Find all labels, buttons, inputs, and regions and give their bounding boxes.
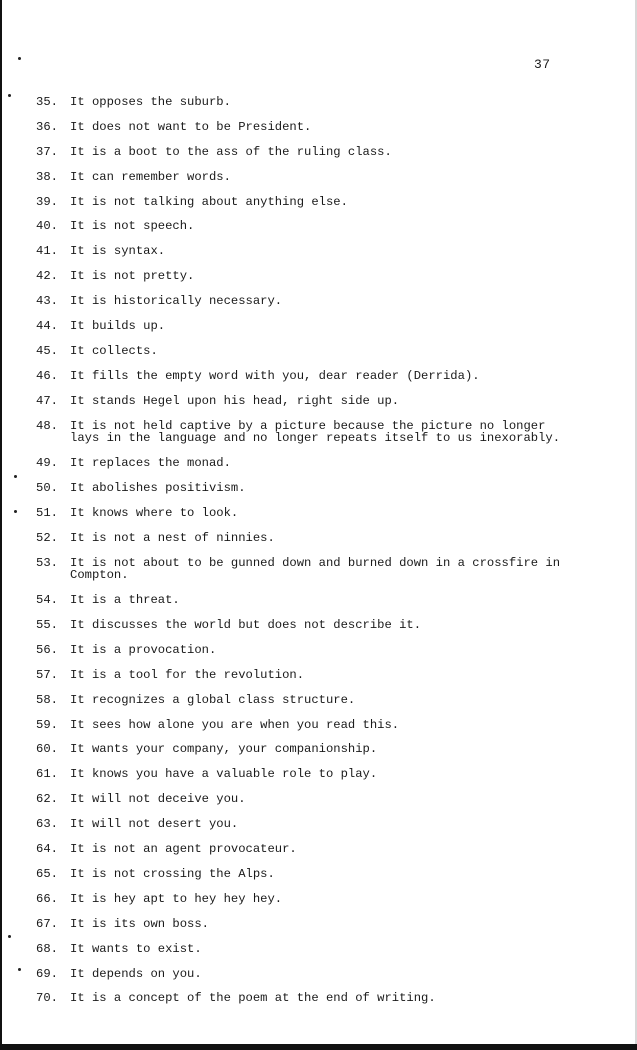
item-text: It discusses the world but does not describe it.	[70, 618, 422, 633]
item-number: 69.	[36, 966, 58, 981]
item-number: 48.	[36, 418, 58, 433]
scan-speck	[18, 968, 21, 971]
item-text: It recognizes a global class structure.	[70, 692, 356, 707]
item-number: 50.	[36, 480, 58, 495]
item-text: It knows you have a valuable role to play.	[70, 767, 378, 782]
item-number: 62.	[36, 792, 58, 807]
item-text: It is not an agent provocateur.	[70, 842, 297, 857]
item-text: It builds up.	[70, 319, 166, 334]
scan-speck	[8, 94, 11, 97]
item-text: It is not about to be gunned down and burned down in a crossfire in Compton.	[70, 555, 561, 583]
list-item	[36, 768, 596, 793]
item-number: 45.	[36, 343, 58, 358]
item-text: It opposes the suburb.	[70, 95, 231, 109]
scan-speck	[18, 57, 21, 60]
list-item	[36, 96, 596, 121]
list-item	[36, 320, 596, 345]
item-text: It is a threat.	[70, 593, 180, 608]
item-number: 54.	[36, 593, 58, 608]
item-number: 35.	[36, 95, 58, 109]
list-item	[36, 968, 596, 993]
list-item	[36, 270, 596, 295]
item-number: 47.	[36, 393, 58, 408]
list-item	[36, 507, 596, 532]
item-text: It is not held captive by a picture because the picture no longer lays in the language and no longer repeats itself to us inexorably.	[70, 418, 561, 446]
item-text: It fills the empty word with you, dear reader (Derrida).	[70, 368, 480, 383]
list-item	[36, 793, 596, 818]
item-number: 60.	[36, 742, 58, 757]
item-number: 53.	[36, 555, 58, 570]
list-item	[36, 220, 596, 245]
list-item	[36, 532, 596, 557]
item-number: 64.	[36, 842, 58, 857]
item-number: 59.	[36, 717, 58, 732]
item-text: It can remember words.	[70, 169, 231, 184]
list-item	[36, 245, 596, 270]
item-number: 55.	[36, 618, 58, 633]
item-number: 36.	[36, 119, 58, 134]
list-item	[36, 992, 596, 1017]
item-text: It is hey apt to hey hey hey.	[70, 891, 283, 906]
list-item	[36, 868, 596, 893]
item-text: It knows where to look.	[70, 505, 239, 520]
item-number: 46.	[36, 368, 58, 383]
item-text: It is historically necessary.	[70, 294, 283, 309]
item-text: It will not desert you.	[70, 817, 239, 832]
item-text: It is not talking about anything else.	[70, 194, 348, 209]
list-item	[36, 420, 596, 458]
item-number: 51.	[36, 505, 58, 520]
item-number: 57.	[36, 667, 58, 682]
item-text: It is not crossing the Alps.	[70, 866, 275, 881]
numbered-list	[36, 96, 596, 1017]
item-text: It is a boot to the ass of the ruling class.	[70, 144, 392, 159]
item-text: It does not want to be President.	[70, 119, 312, 134]
item-text: It sees how alone you are when you read this.	[70, 717, 400, 732]
item-number: 43.	[36, 294, 58, 309]
item-number: 61.	[36, 767, 58, 782]
list-item	[36, 719, 596, 744]
item-text: It stands Hegel upon his head, right side up.	[70, 393, 400, 408]
list-item	[36, 694, 596, 719]
list-item	[36, 918, 596, 943]
list-item	[36, 594, 596, 619]
list-item	[36, 171, 596, 196]
page-left-edge	[0, 0, 2, 1050]
item-number: 58.	[36, 692, 58, 707]
item-number: 40.	[36, 219, 58, 234]
item-number: 68.	[36, 941, 58, 956]
item-number: 67.	[36, 916, 58, 931]
item-number: 41.	[36, 244, 58, 259]
item-text: It wants your company, your companionship.	[70, 742, 378, 757]
item-text: It is not a nest of ninnies.	[70, 530, 275, 545]
item-text: It wants to exist.	[70, 941, 202, 956]
list-item	[36, 843, 596, 868]
item-text: It depends on you.	[70, 966, 202, 981]
list-item	[36, 345, 596, 370]
item-number: 49.	[36, 456, 58, 471]
item-text: It is a concept of the poem at the end of writing.	[70, 991, 436, 1006]
item-text: It is not pretty.	[70, 269, 195, 284]
item-text: It abolishes positivism.	[70, 480, 246, 495]
item-number: 37.	[36, 144, 58, 159]
list-item	[36, 669, 596, 694]
scan-speck	[8, 935, 11, 938]
list-item	[36, 893, 596, 918]
list-item	[36, 370, 596, 395]
item-text: It is a tool for the revolution.	[70, 667, 305, 682]
item-text: It is syntax.	[70, 244, 166, 259]
list-item	[36, 943, 596, 968]
item-number: 56.	[36, 642, 58, 657]
item-text: It will not deceive you.	[70, 792, 246, 807]
list-item	[36, 743, 596, 768]
scan-speck	[14, 510, 17, 513]
item-number: 66.	[36, 891, 58, 906]
item-number: 65.	[36, 866, 58, 881]
list-item	[36, 395, 596, 420]
list-item	[36, 146, 596, 171]
list-item	[36, 482, 596, 507]
page-bottom-edge	[0, 1044, 637, 1050]
item-text: It collects.	[70, 343, 158, 358]
list-item	[36, 121, 596, 146]
item-number: 70.	[36, 991, 58, 1006]
item-number: 42.	[36, 269, 58, 284]
item-text: It replaces the monad.	[70, 456, 231, 471]
item-text: It is its own boss.	[70, 916, 209, 931]
item-number: 52.	[36, 530, 58, 545]
list-item	[36, 196, 596, 221]
item-number: 63.	[36, 817, 58, 832]
list-item	[36, 557, 596, 595]
item-text: It is a provocation.	[70, 642, 217, 657]
list-item	[36, 644, 596, 669]
list-item	[36, 619, 596, 644]
list-item	[36, 457, 596, 482]
item-text: It is not speech.	[70, 219, 195, 234]
list-item	[36, 818, 596, 843]
scan-speck	[14, 475, 17, 478]
item-number: 44.	[36, 319, 58, 334]
list-item	[36, 295, 596, 320]
item-number: 38.	[36, 169, 58, 184]
item-number: 39.	[36, 194, 58, 209]
page-number: 37	[534, 57, 551, 72]
